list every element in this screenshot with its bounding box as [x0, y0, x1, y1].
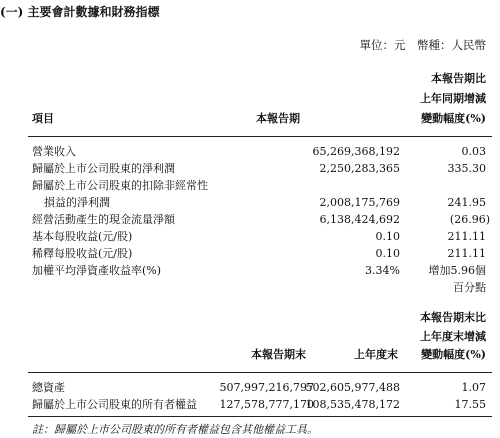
t1-row-change-cont: 百分點: [453, 281, 486, 294]
t2-row-label: 總資產: [32, 381, 65, 394]
t1-row-change: (26.96): [449, 213, 490, 226]
t1-row-label: 稀釋每股收益(元/股): [32, 247, 133, 260]
t1-row-label: 歸屬於上市公司股東的扣除非經常性: [32, 179, 208, 192]
t2-prior-year-end-header: 上年度末: [354, 348, 398, 361]
t1-header-rule: [28, 136, 492, 137]
t1-row-current: 6,138,424,692: [319, 213, 400, 226]
t2-current-end-header: 本報告期末: [251, 348, 306, 361]
unit-currency-line: 單位：元 幣種：人民幣: [359, 38, 486, 52]
t2-header-rule: [28, 372, 492, 373]
t1-row-label: 營業收入: [32, 145, 76, 158]
t1-row-current: 2,008,175,769: [319, 196, 400, 209]
t1-row-label: 基本每股收益(元/股): [32, 230, 133, 243]
t1-change-header-line3: 變動幅度(%): [421, 112, 486, 125]
t1-row-label: 加權平均淨資產收益率(%): [32, 264, 162, 277]
t2-row-change: 17.55: [454, 398, 486, 411]
t1-row-current: 65,269,368,192: [312, 145, 400, 158]
t1-row-current: 2,250,283,365: [319, 162, 400, 175]
footnote: 註：歸屬於上市公司股東的所有者權益包含其他權益工具。: [32, 423, 318, 436]
t1-row-change: 211.11: [447, 230, 486, 243]
t2-row-change: 1.07: [461, 381, 486, 394]
t2-row-current-end: 127,578,777,170: [219, 398, 314, 411]
t1-row-change: 211.11: [447, 247, 486, 260]
t1-row-label: 歸屬於上市公司股東的淨利潤: [32, 162, 175, 175]
t1-row-current: 0.10: [375, 247, 400, 260]
t2-row-prior-year-end: 108,535,478,172: [305, 398, 400, 411]
t2-change-header-line3: 變動幅度(%): [421, 348, 486, 361]
t1-item-header: 項目: [32, 112, 54, 125]
t1-current-header: 本報告期: [256, 112, 300, 125]
t1-row-change: 335.30: [447, 162, 486, 175]
t2-row-prior-year-end: 502,605,977,488: [305, 381, 400, 394]
t1-row-change: 增加5.96個: [428, 264, 486, 277]
t2-bottom-rule: [28, 416, 492, 417]
t1-row-current: 3.34%: [365, 264, 400, 277]
t1-row-label-cont: 損益的淨利潤: [44, 196, 110, 209]
t2-row-current-end: 507,997,216,797: [219, 381, 314, 394]
t2-change-header-line1: 本報告期末比: [420, 311, 486, 324]
t1-row-change: 0.03: [461, 145, 486, 158]
t1-row-current: 0.10: [375, 230, 400, 243]
t2-change-header-line2: 上年度末增減: [420, 330, 486, 343]
t1-change-header-line2: 上年同期增減: [420, 92, 486, 105]
t1-row-label: 經營活動產生的現金流量淨額: [32, 213, 175, 226]
section-title: (一) 主要會計數據和財務指標: [0, 5, 160, 19]
t1-change-header-line1: 本報告期比: [431, 72, 486, 85]
t2-row-label: 歸屬於上市公司股東的所有者權益: [32, 398, 197, 411]
t1-row-change: 241.95: [447, 196, 486, 209]
